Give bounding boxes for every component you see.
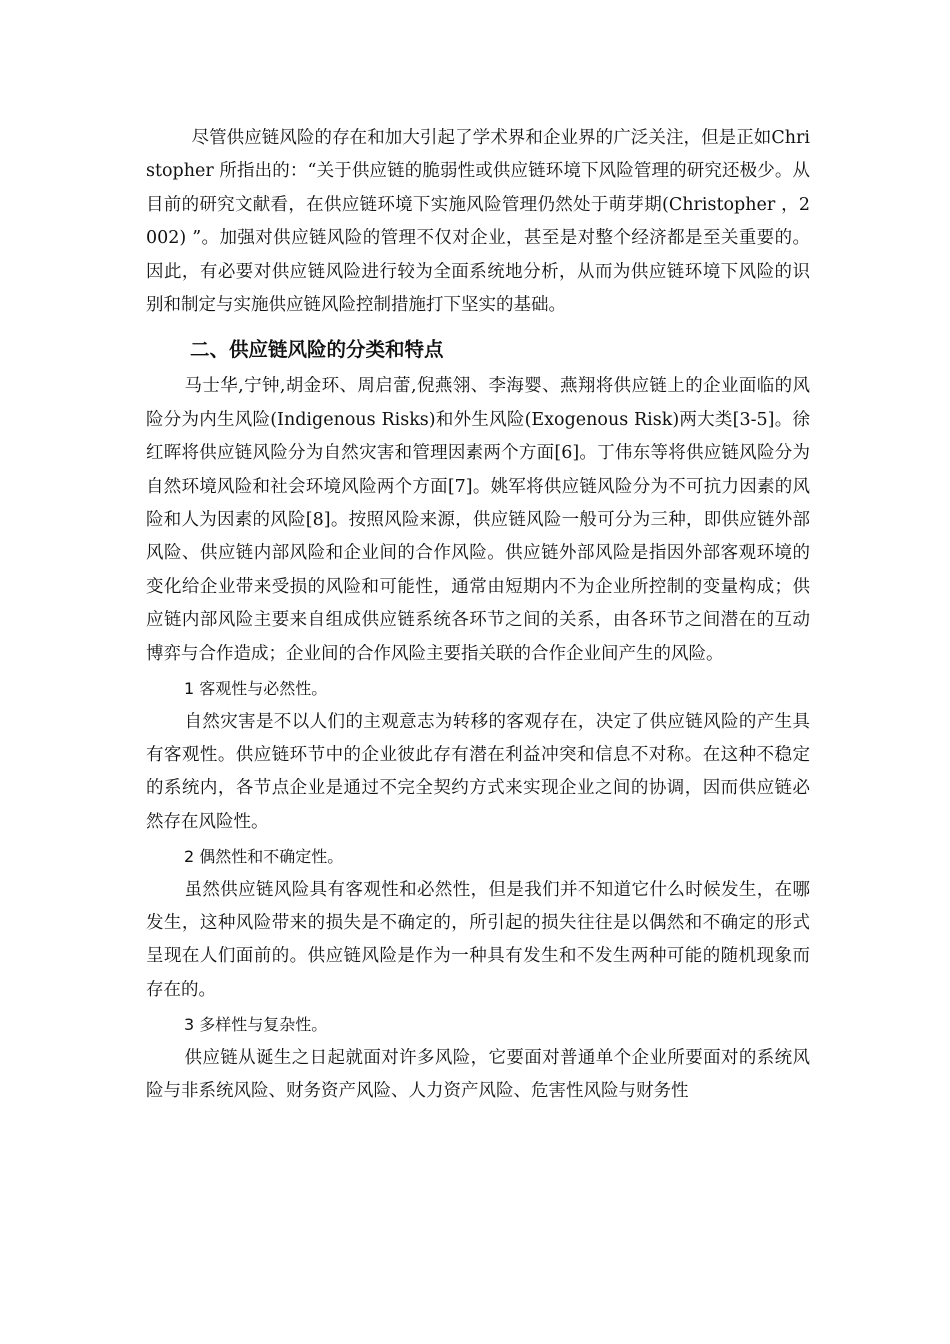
item-3-text: 供应链从诞生之日起就面对许多风险，它要面对普通单个企业所要面对的系统风险与非系统风险、财务资产风险、人力资产风险、危害性风险与财务性 [146,1047,810,1101]
item-1-title: 1 客观性与必然性。 [184,679,328,699]
classification-paragraph: 马士华,宁钟,胡金环、周启蕾,倪燕翎、李海婴、燕翔将供应链上的企业面临的风险分为内生风险(Indigenous Risks)和外生风险(Exogenous Risk)两大类[3-5]。徐红晖将供应链风险分为自然灾害和管理因素两个方面[6]。丁伟东等将供应链风险分为自然环境风险和社会环境风险两个方面[7]。姚军将供应链风险分为不可抗力因素的风险和人为因素的风险[8]。按照风险来源，供应链风险一般可分为三种，即供应链外部风险、供应链内部风险和企业间的合作风险。供应链外部风险是指因外部客观环境的变化给企业带来受损的风险和可能性，通常由短期内不为企业所控制的变量构成；供应链内部风险主要来自组成供应链系统各环节之间的关系，由各环节之间潜在的互动博弈与合作造成；企业间的合作风险主要指关联的合作企业间产生的风险。 [146,376,810,664]
document-page [146,122,810,1108]
section-heading: 二、供应链风险的分类和特点 [190,338,444,362]
item-3-title: 3 多样性与复杂性。 [184,1015,328,1035]
intro-paragraph: 尽管供应链风险的存在和加大引起了学术界和企业界的广泛关注，但是正如Christopher 所指出的：“关于供应链的脆弱性或供应链环境下风险管理的研究还极少。从目前的研究文献看，在供应链环境下实施风险管理仍然处于萌芽期(Christopher ，2002) ”。加强对供应链风险的管理不仅对企业，甚至是对整个经济都是至关重要的。因此，有必要对供应链风险进行较为全面系统地分析，从而为供应链环境下风险的识别和制定与实施供应链风险控制措施打下坚实的基础。 [146,128,810,316]
item-1-text: 自然灾害是不以人们的主观意志为转移的客观存在，决定了供应链风险的产生具有客观性。供应链环节中的企业彼此存有潜在利益冲突和信息不对称。在这种不稳定的系统内，各节点企业是通过不完全契约方式来实现企业之间的协调，因而供应链必然存在风险性。 [146,711,810,832]
item-2-title: 2 偶然性和不确定性。 [184,847,344,867]
item-2-text: 虽然供应链风险具有客观性和必然性，但是我们并不知道它什么时候发生，在哪发生，这种风险带来的损失是不确定的，所引起的损失往往是以偶然和不确定的形式呈现在人们面前的。供应链风险是作为一种具有发生和不发生两种可能的随机现象而存在的。 [146,879,810,1000]
